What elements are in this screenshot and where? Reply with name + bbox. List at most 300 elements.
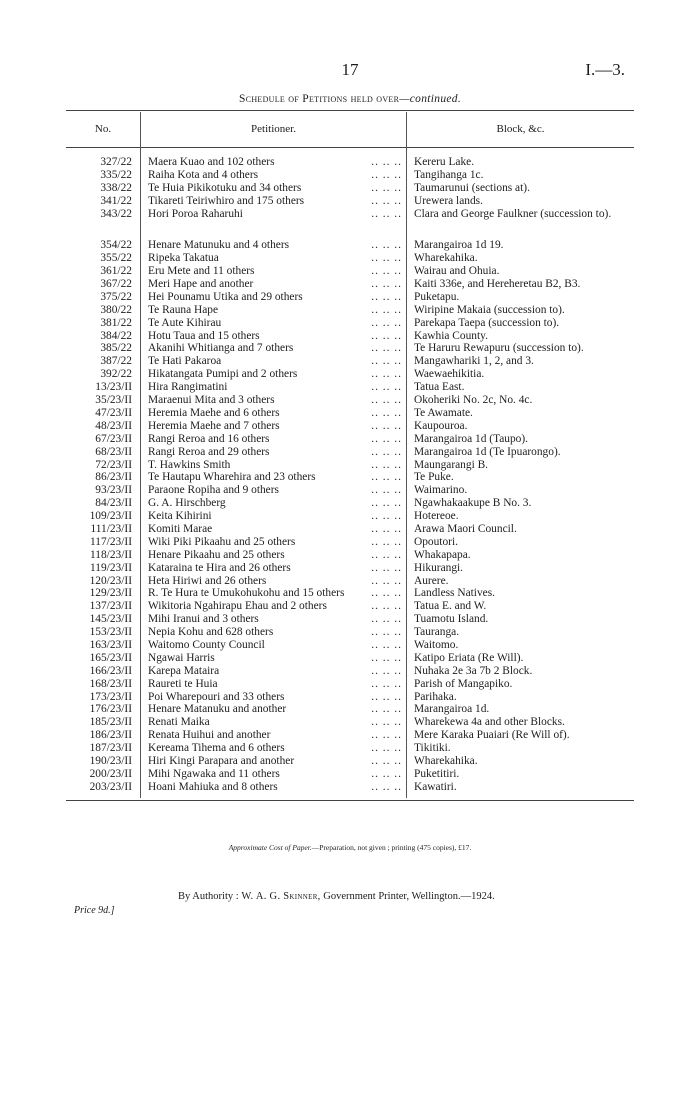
petitioner-name: Te Hati Pakaroa — [148, 355, 222, 368]
table-row — [0, 459, 700, 472]
block-name: Marangairoa 1d 19. — [414, 239, 504, 252]
petitioner-cell — [148, 691, 402, 704]
leader-dots: .. .. .. — [371, 754, 402, 767]
leader-dots: .. .. .. — [371, 613, 402, 626]
petitioner-cell — [148, 156, 402, 169]
table-row — [0, 156, 700, 169]
petitioner-cell — [148, 304, 402, 317]
leader-dots: .. .. .. — [371, 626, 402, 639]
block-name: Mere Karaka Puaiari (Re Will of). — [414, 729, 570, 742]
petitioner-cell — [148, 626, 402, 639]
petition-number: 145/23/II — [89, 613, 132, 626]
table-row — [0, 639, 700, 652]
leader-dots: .. .. .. — [371, 368, 402, 381]
petition-number: 380/22 — [100, 303, 132, 316]
petitioner-cell — [148, 536, 402, 549]
table-bottom-rule — [66, 800, 634, 801]
petitioner-name: Hoani Mahiuka and 8 others — [148, 780, 278, 793]
leader-dots: .. .. .. — [371, 729, 402, 742]
table-row — [0, 600, 700, 613]
petition-number: 381/22 — [100, 316, 132, 329]
table-row — [0, 729, 700, 742]
petition-number: 392/22 — [100, 368, 132, 381]
printer-authority — [178, 891, 495, 902]
block-name: Aurere. — [414, 574, 449, 587]
block-name: Tangihanga 1c. — [414, 168, 484, 181]
table-row — [0, 239, 700, 252]
petitioner-cell — [148, 497, 402, 510]
leader-dots: .. .. .. — [371, 303, 402, 316]
petitioner-name: G. A. Hirschberg — [148, 497, 226, 510]
petition-number: 111/23/II — [90, 522, 132, 535]
leader-dots: .. .. .. — [371, 252, 402, 265]
table-row — [0, 446, 700, 459]
leader-dots: .. .. .. — [371, 207, 402, 220]
leader-dots: .. .. .. — [371, 561, 402, 574]
block-name: Nuhaka 2e 3a 7b 2 Block. — [414, 664, 533, 677]
block-name: Marangairoa 1d (Taupo). — [414, 432, 529, 445]
petitioner-name: Te Rauna Hape — [148, 303, 219, 316]
petition-number: 86/23/II — [95, 471, 132, 484]
table-row — [0, 407, 700, 420]
petitioner-cell — [148, 600, 402, 613]
petitioner-name: Keita Kihirini — [148, 510, 212, 523]
leader-dots: .. .. .. — [371, 535, 402, 548]
petitioner-cell — [148, 330, 402, 343]
petitioner-name: Wikitoria Ngahirapu Ehau and 2 others — [148, 600, 327, 613]
petition-number: 187/23/II — [89, 742, 132, 755]
table-row — [0, 182, 700, 195]
petitioner-name: Mihi Ngawaka and 11 others — [148, 767, 280, 780]
table-row — [0, 665, 700, 678]
petition-number: 48/23/II — [95, 419, 132, 432]
petitioner-cell — [148, 342, 402, 355]
block-name: Katipo Eriata (Re Will). — [414, 651, 524, 664]
page-number: 17 — [341, 60, 359, 79]
petitioner-cell — [148, 420, 402, 433]
block-name: Wiripine Makaia (succession to). — [414, 303, 565, 316]
petitioner-name: Hori Poroa Raharuhi — [148, 207, 243, 220]
petition-number: 35/23/II — [95, 394, 132, 407]
petitioner-name: Henare Matunuku and 4 others — [148, 239, 290, 252]
petition-number: 165/23/II — [89, 651, 132, 664]
petition-number: 153/23/II — [89, 626, 132, 639]
table-row — [0, 716, 700, 729]
table-row — [0, 330, 700, 343]
petitioner-cell — [148, 239, 402, 252]
block-name: Tuamotu Island. — [414, 613, 489, 626]
petition-number: 117/23/II — [90, 535, 132, 548]
petitioner-name: Hikatangata Pumipi and 2 others — [148, 368, 298, 381]
block-name: Tatua East. — [414, 381, 465, 394]
block-name: Te Puke. — [414, 471, 454, 484]
petitioner-cell — [148, 781, 402, 794]
petitioner-cell — [148, 742, 402, 755]
block-name: Marangairoa 1d (Te Ipuarongo). — [414, 445, 561, 458]
table-row — [0, 169, 700, 182]
petitioner-name: Te Huia Pikikotuku and 34 others — [148, 181, 302, 194]
leader-dots: .. .. .. — [371, 638, 402, 651]
petition-number: 200/23/II — [89, 767, 132, 780]
table-row — [0, 691, 700, 704]
petition-number: 354/22 — [100, 239, 132, 252]
block-name: Waewaehikitia. — [414, 368, 485, 381]
table-row — [0, 678, 700, 691]
petitioner-cell — [148, 355, 402, 368]
block-name: Kawhia County. — [414, 329, 488, 342]
leader-dots: .. .. .. — [371, 742, 402, 755]
petition-number: 93/23/II — [95, 484, 132, 497]
leader-dots: .. .. .. — [371, 484, 402, 497]
leader-dots: .. .. .. — [371, 316, 402, 329]
block-name: Kereru Lake. — [414, 156, 475, 168]
petition-number: 129/23/II — [89, 587, 132, 600]
petition-number: 176/23/II — [89, 703, 132, 716]
petition-number: 120/23/II — [89, 574, 132, 587]
petitioner-cell — [148, 703, 402, 716]
petition-number: 355/22 — [100, 252, 132, 265]
table-row — [0, 195, 700, 208]
petition-number: 137/23/II — [89, 600, 132, 613]
table-row — [0, 587, 700, 600]
leader-dots: .. .. .. — [371, 522, 402, 535]
leader-dots: .. .. .. — [371, 329, 402, 342]
petition-number: 13/23/II — [95, 381, 132, 394]
petitions-table-body — [0, 156, 700, 794]
petition-number: 203/23/II — [89, 780, 132, 793]
table-row — [0, 497, 700, 510]
petition-number: 173/23/II — [89, 690, 132, 703]
petitioner-cell — [148, 195, 402, 208]
column-header-no: No. — [94, 123, 112, 135]
authority-printer: W. A. G. Skinner, — [241, 891, 321, 902]
petitioner-cell — [148, 639, 402, 652]
table-row — [0, 703, 700, 716]
leader-dots: .. .. .. — [371, 406, 402, 419]
block-name: Wharekewa 4a and other Blocks. — [414, 716, 565, 729]
table-row — [0, 317, 700, 330]
leader-dots: .. .. .. — [371, 381, 402, 394]
leader-dots: .. .. .. — [371, 458, 402, 471]
leader-dots: .. .. .. — [371, 194, 402, 207]
petitioner-cell — [148, 484, 402, 497]
leader-dots: .. .. .. — [371, 510, 402, 523]
petition-number: 384/22 — [100, 329, 132, 342]
table-row — [0, 433, 700, 446]
block-name: Te Haruru Rewapuru (succession to). — [414, 342, 584, 355]
leader-dots: .. .. .. — [371, 181, 402, 194]
petition-number: 335/22 — [100, 168, 132, 181]
table-row — [0, 575, 700, 588]
petitioner-name: Ngawai Harris — [148, 651, 215, 664]
block-name: Mangawhariki 1, 2, and 3. — [414, 355, 534, 368]
petitioner-cell — [148, 407, 402, 420]
petition-number: 387/22 — [100, 355, 132, 368]
petitioner-name: R. Te Hura te Umukohukohu and 15 others — [148, 587, 345, 600]
leader-dots: .. .. .. — [371, 471, 402, 484]
petitioner-cell — [148, 169, 402, 182]
block-name: Taumarunui (sections at). — [414, 181, 530, 194]
petitioner-name: Te Hautapu Wharehira and 23 others — [148, 471, 316, 484]
petitioner-name: Ripeka Takatua — [148, 252, 219, 265]
petitioner-name: Hei Pounamu Utika and 29 others — [148, 290, 303, 303]
schedule-title — [0, 93, 700, 105]
block-name: Kaiti 336e, and Hereheretau B2, B3. — [414, 278, 581, 291]
table-row — [0, 471, 700, 484]
petition-number: 186/23/II — [89, 729, 132, 742]
block-name: Tatua E. and W. — [414, 600, 487, 613]
table-row — [0, 394, 700, 407]
block-name: Te Awamate. — [414, 406, 473, 419]
block-name: Puketitiri. — [414, 767, 460, 780]
petitioner-name: Mihi Iranui and 3 others — [148, 613, 259, 626]
petitioner-name: Nepia Kohu and 628 others — [148, 626, 274, 639]
block-name: Waimarino. — [414, 484, 468, 497]
block-name: Wharekahika. — [414, 252, 478, 265]
leader-dots: .. .. .. — [371, 265, 402, 278]
block-name: Kaupouroa. — [414, 419, 468, 432]
petitioner-name: Maera Kuao and 102 others — [148, 156, 275, 168]
block-name: Tikitiki. — [414, 742, 451, 755]
petitioner-name: Karepa Mataira — [148, 664, 220, 677]
petitioner-cell — [148, 208, 402, 221]
block-name: Okoheriki No. 2c, No. 4c. — [414, 394, 533, 407]
table-row — [0, 523, 700, 536]
leader-dots: .. .. .. — [371, 548, 402, 561]
petition-number: 375/22 — [100, 290, 132, 303]
table-row — [0, 536, 700, 549]
block-name: Parekapa Taepa (succession to). — [414, 316, 560, 329]
petition-number: 185/23/II — [89, 716, 132, 729]
leader-dots: .. .. .. — [371, 664, 402, 677]
leader-dots: .. .. .. — [371, 342, 402, 355]
petitioner-cell — [148, 182, 402, 195]
petitioner-name: Akanihi Whitianga and 7 others — [148, 342, 294, 355]
leader-dots: .. .. .. — [371, 703, 402, 716]
petition-number: 119/23/II — [90, 561, 132, 574]
petitioner-cell — [148, 587, 402, 600]
leader-dots: .. .. .. — [371, 355, 402, 368]
table-row — [0, 265, 700, 278]
petitioner-cell — [148, 549, 402, 562]
petitioner-cell — [148, 265, 402, 278]
petitioner-name: Heta Hiriwi and 26 others — [148, 574, 267, 587]
petitioner-name: Wiki Piki Pikaahu and 25 others — [148, 535, 296, 548]
petitioner-cell — [148, 768, 402, 781]
petitioner-name: Rangi Reroa and 16 others — [148, 432, 270, 445]
leader-dots: .. .. .. — [371, 574, 402, 587]
petition-number: 118/23/II — [90, 548, 132, 561]
block-name: Whakapapa. — [414, 548, 471, 561]
petitioner-cell — [148, 575, 402, 588]
petitioner-cell — [148, 433, 402, 446]
block-name: Opoutori. — [414, 535, 458, 548]
block-name: Landless Natives. — [414, 587, 495, 600]
petitioner-cell — [148, 665, 402, 678]
table-row — [0, 342, 700, 355]
petitioner-cell — [148, 252, 402, 265]
block-name: Maungarangi B. — [414, 458, 489, 471]
table-row — [0, 562, 700, 575]
table-row — [0, 626, 700, 639]
table-row — [0, 420, 700, 433]
table-row — [0, 355, 700, 368]
petition-number: 166/23/II — [89, 664, 132, 677]
petitioner-name: Poi Wharepouri and 33 others — [148, 690, 285, 703]
schedule-title-suffix: —continued. — [399, 93, 461, 105]
column-header-petitioner: Petitioner. — [251, 123, 296, 135]
petitioner-name: Henare Matanuku and another — [148, 703, 287, 716]
petitioner-cell — [148, 317, 402, 330]
document-reference: I.—3. — [585, 60, 625, 79]
petitioner-name: Heremia Maehe and 7 others — [148, 419, 280, 432]
petition-number: 47/23/II — [95, 406, 132, 419]
leader-dots: .. .. .. — [371, 168, 402, 181]
petition-number: 367/22 — [100, 278, 132, 291]
leader-dots: .. .. .. — [371, 677, 402, 690]
table-row — [0, 278, 700, 291]
leader-dots: .. .. .. — [371, 780, 402, 793]
leader-dots: .. .. .. — [371, 290, 402, 303]
block-name: Urewera lands. — [414, 194, 483, 207]
petitioner-name: Hiri Kingi Parapara and another — [148, 754, 295, 767]
petitioner-name: Kataraina te Hira and 26 others — [148, 561, 291, 574]
petition-number: 385/22 — [100, 342, 132, 355]
petitioner-cell — [148, 613, 402, 626]
block-name: Wharekahika. — [414, 754, 478, 767]
petitioner-name: Renati Maika — [148, 716, 210, 729]
block-name: Ngawhakaakupe B No. 3. — [414, 497, 532, 510]
table-header-bottom-rule — [66, 147, 634, 148]
column-header-block: Block, &c. — [496, 123, 545, 135]
block-name: Marangairoa 1d. — [414, 703, 490, 716]
petitioner-name: Raureti te Huia — [148, 677, 218, 690]
block-name: Waitomo. — [414, 638, 459, 651]
petitioner-cell — [148, 446, 402, 459]
leader-dots: .. .. .. — [371, 497, 402, 510]
leader-dots: .. .. .. — [371, 690, 402, 703]
petitioner-cell — [148, 394, 402, 407]
table-row — [0, 510, 700, 523]
petition-number: 109/23/II — [89, 510, 132, 523]
leader-dots: .. .. .. — [371, 445, 402, 458]
table-row — [0, 368, 700, 381]
petitioner-name: Raiha Kota and 4 others — [148, 168, 259, 181]
petitioner-name: Hira Rangimatini — [148, 381, 228, 394]
petitioner-name: Heremia Maehe and 6 others — [148, 406, 280, 419]
petitioner-cell — [148, 291, 402, 304]
leader-dots: .. .. .. — [371, 419, 402, 432]
block-name: Hotereoe. — [414, 510, 459, 523]
block-name: Hikurangi. — [414, 561, 464, 574]
block-name: Puketapu. — [414, 290, 460, 303]
petitioner-name: T. Hawkins Smith — [148, 458, 231, 471]
petitioner-name: Te Aute Kihirau — [148, 316, 222, 329]
table-row — [0, 304, 700, 317]
leader-dots: .. .. .. — [371, 432, 402, 445]
leader-dots: .. .. .. — [371, 716, 402, 729]
petitioner-name: Kereama Tihema and 6 others — [148, 742, 285, 755]
petitioner-cell — [148, 459, 402, 472]
petitioner-cell — [148, 368, 402, 381]
petitioner-cell — [148, 716, 402, 729]
leader-dots: .. .. .. — [371, 278, 402, 291]
block-name: Tauranga. — [414, 626, 460, 639]
block-name: Kawatiri. — [414, 780, 457, 793]
petition-number: 343/22 — [100, 207, 132, 220]
table-top-rule — [66, 110, 634, 111]
leader-dots: .. .. .. — [371, 394, 402, 407]
table-row — [0, 381, 700, 394]
petition-number: 361/22 — [100, 265, 132, 278]
table-row — [0, 613, 700, 626]
table-row — [0, 781, 700, 794]
authority-suffix: Government Printer, Wellington.—1924. — [323, 891, 495, 902]
leader-dots: .. .. .. — [371, 767, 402, 780]
leader-dots: .. .. .. — [371, 600, 402, 613]
block-name: Clara and George Faulkner (succession to). — [414, 207, 612, 220]
table-row — [0, 768, 700, 781]
petition-number: 327/22 — [100, 156, 132, 168]
cost-note-text: —Preparation, not given ; printing (475 copies), £17. — [311, 843, 472, 852]
petition-number: 163/23/II — [89, 638, 132, 651]
petitioner-name: Komiti Marae — [148, 522, 213, 535]
petitioner-cell — [148, 278, 402, 291]
petition-number: 72/23/II — [95, 458, 132, 471]
price-label: Price 9d.] — [74, 905, 115, 916]
table-row — [0, 549, 700, 562]
table-row — [0, 484, 700, 497]
cost-note — [0, 843, 700, 852]
block-name: Arawa Maori Council. — [414, 522, 517, 535]
petitioner-name: Meri Hape and another — [148, 278, 254, 291]
petition-number: 84/23/II — [95, 497, 132, 510]
table-row — [0, 755, 700, 768]
petitioner-cell — [148, 562, 402, 575]
leader-dots: .. .. .. — [371, 239, 402, 252]
petition-number: 341/22 — [100, 194, 132, 207]
petitioner-cell — [148, 381, 402, 394]
petitioner-cell — [148, 510, 402, 523]
table-row — [0, 291, 700, 304]
petitioner-name: Eru Mete and 11 others — [148, 265, 255, 278]
table-row — [0, 208, 700, 234]
petition-number: 168/23/II — [89, 677, 132, 690]
petitioner-name: Paraone Ropiha and 9 others — [148, 484, 279, 497]
petitioner-name: Hotu Taua and 15 others — [148, 329, 260, 342]
petitioner-cell — [148, 471, 402, 484]
petitioner-cell — [148, 678, 402, 691]
petitioner-name: Waitomo County Council — [148, 638, 265, 651]
petitioner-name: Henare Pikaahu and 25 others — [148, 548, 285, 561]
cost-note-label: Approximate Cost of Paper. — [228, 843, 312, 852]
block-name: Parish of Mangapiko. — [414, 677, 513, 690]
petitioner-name: Renata Huihui and another — [148, 729, 271, 742]
petition-number: 67/23/II — [95, 432, 132, 445]
petitioner-name: Maraenui Mita and 3 others — [148, 394, 275, 407]
petitioner-cell — [148, 729, 402, 742]
petition-number: 338/22 — [100, 181, 132, 194]
schedule-title-main: Schedule of Petitions held over — [239, 93, 400, 105]
petitioner-cell — [148, 523, 402, 536]
block-name: Parihaka. — [414, 690, 457, 703]
petitioner-name: Rangi Reroa and 29 others — [148, 445, 270, 458]
leader-dots: .. .. .. — [371, 156, 402, 168]
petitioner-cell — [148, 652, 402, 665]
table-row — [0, 252, 700, 265]
leader-dots: .. .. .. — [371, 651, 402, 664]
leader-dots: .. .. .. — [371, 587, 402, 600]
